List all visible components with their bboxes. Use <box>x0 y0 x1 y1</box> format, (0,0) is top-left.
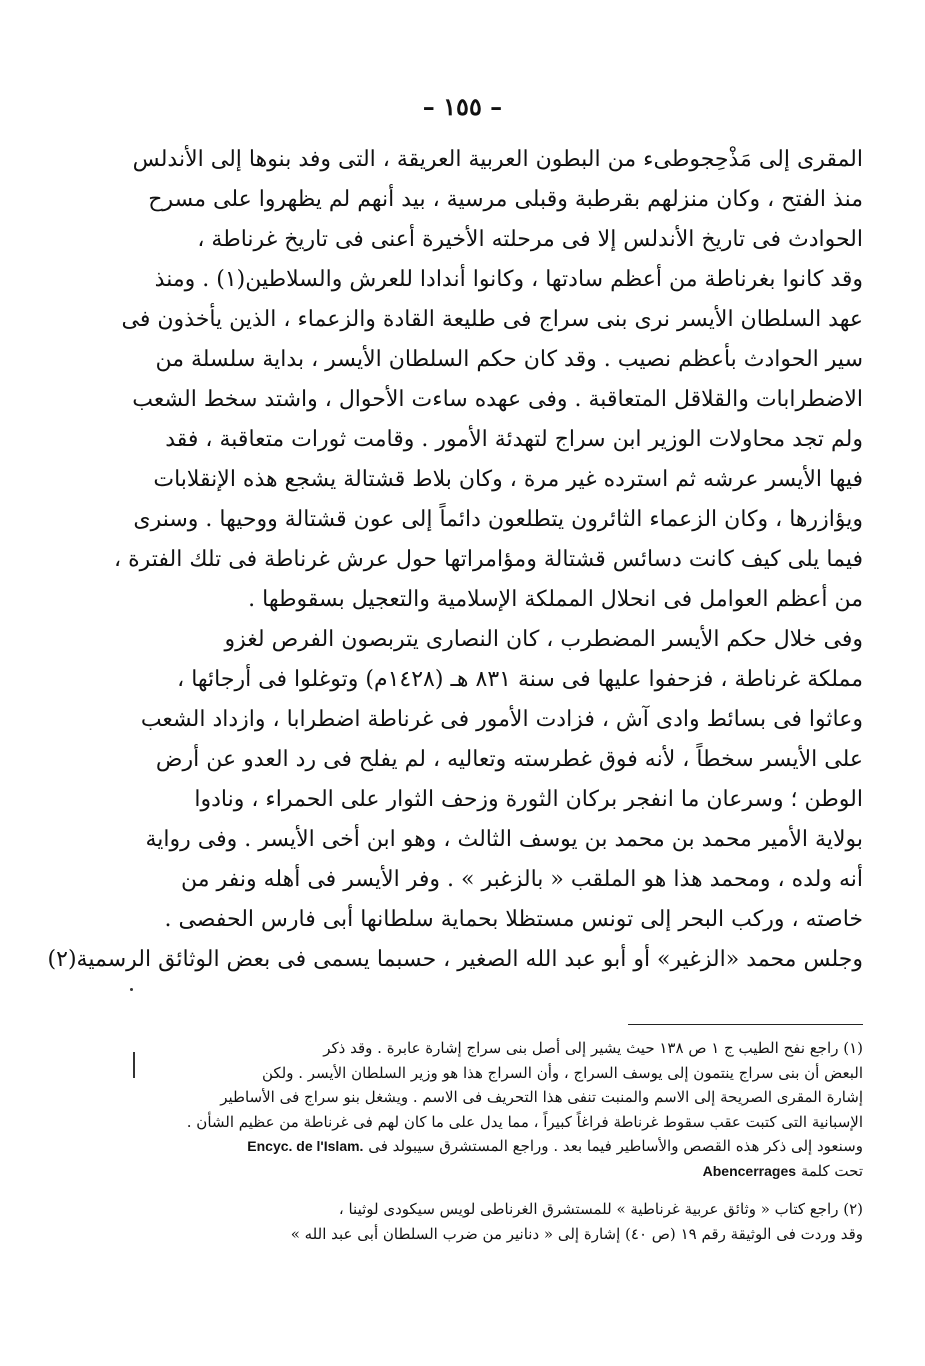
text-line: الحوادث فى تاريخ الأندلس إلا فى مرحلته الأخيرة أعنى فى تاريخ غرناطة ، <box>197 227 863 252</box>
text-line: فيما يلى كيف كانت دسائس قشتالة ومؤامراتها حول عرش غرناطة فى تلك الفترة ، <box>114 547 863 572</box>
footnote-line <box>150 1134 863 1159</box>
text-line: أنه ولده ، ومحمد هذا هو الملقب « بالزغبر » . وفر الأيسر فى أهله ونفر من <box>181 867 863 892</box>
footnote-line: وقد وردت فى الوثيقة رقم ١٩ (ص ٤٠) إشارة إلى « دنانير من ضرب السلطان أبى عبد الله » <box>290 1224 863 1243</box>
margin-dot <box>130 988 133 991</box>
footnotes <box>150 1036 863 1246</box>
text-line: منذ الفتح ، وكان منزلهم بقرطبة وقبلى مرسية ، بيد أنهم لم يظهروا على مسرح <box>148 187 863 212</box>
text-line: وجلس محمد «الزغير» أو أبو عبد الله الصغير ، حسبما يسمى فى بعض الوثائق الرسمية(٢) <box>47 947 863 972</box>
text-line: الاضطرابات والقلاقل المتعاقبة . وفى عهده ساءت الأحوال ، واشتد سخط الشعب <box>132 387 863 412</box>
footnote-text: تحت كلمة <box>800 1161 863 1180</box>
text-line: مملكة غرناطة ، فزحفوا عليها فى سنة ٨٣١ هـ (١٤٢٨م) وتوغلوا فى أرجائها ، <box>177 667 863 692</box>
text-line: عهد السلطان الأيسر نرى بنى سراج فى طليعة القادة والزعماء ، الذين يأخذون فى <box>121 307 863 332</box>
footnote-line: (١) راجع نفح الطيب ج ١ ص ١٣٨ حيث يشير إلى أصل بنى سراج إشارة عابرة . وقد ذكر <box>323 1039 863 1057</box>
text-line: على الأيسر سخطاً ، لأنه فوق غطرسته وتعاليه ، لم يفلح فى رد العدو عن أرض <box>155 747 863 772</box>
footnote-line <box>150 1159 863 1184</box>
text-line: الوطن ؛ وسرعان ما انفجر بركان الثورة وزحف الثوار على الحمراء ، ونادوا <box>194 787 863 812</box>
text-line: وعاثوا فى بسائط وادى آش ، فزادت الأمور فى غرناطة اضطرابا ، وازداد الشعب <box>140 707 863 732</box>
footnote-separator <box>628 1024 863 1025</box>
main-text <box>47 140 863 980</box>
footnote-line: الإسبانية التى كتبت عقب سقوط غرناطة فراغاً كبيراً ، مما يدل على ما كان لهم فى غرناطة من عظيم الشأن . <box>186 1112 863 1131</box>
footnote-line: البعض أن بنى سراج ينتمون إلى يوسف السراج ، وأن السراج هذا هو وزير السلطان الأيسر . ولكن <box>261 1063 863 1082</box>
text-line: بولاية الأمير محمد بن محمد بن يوسف الثالث ، وهو ابن أخى الأيسر . وفى رواية <box>145 827 863 852</box>
footnote-text: وسنعود إلى ذكر هذه القصص والأساطير فيما بعد . وراجع المستشرق سيبولد فى <box>368 1137 863 1155</box>
page-number: – ١٥٥ – <box>422 92 503 121</box>
text-line: من أعظم العوامل فى انحلال المملكة الإسلامية والتعجيل بسقوطها . <box>248 587 863 612</box>
margin-mark <box>133 1052 135 1078</box>
text-line: سير الحوادث بأعظم نصيب . وقد كان حكم السلطان الأيسر ، بداية سلسلة من <box>155 347 863 372</box>
footnote-line: إشارة المقرى الصريحة إلى الاسم والمنبت تنفى هذا التحريف فى الاسم . ويشغل بنو سراج فى الأساطير <box>220 1088 863 1106</box>
text-line: ولم تجد محاولات الوزير ابن سراج لتهدئة الأمور . وقامت ثورات متعاقبة ، فقد <box>165 427 863 452</box>
footnote-latin-term: Abencerrages <box>702 1162 797 1179</box>
text-line: وفى خلال حكم الأيسر المضطرب ، كان النصارى يتربصون الفرص لغزو <box>224 627 863 652</box>
text-line: ويؤازرها ، وكان الزعماء الثائرون يتطلعون دائماً إلى عون قشتالة ووحيها . وسنرى <box>133 507 863 532</box>
text-line: المقرى إلى مَذْحِجوطىء من البطون العربية العريقة ، التى وفد بنوها إلى الأندلس <box>132 147 863 172</box>
footnote-line: (٢) راجع كتاب « وثائق عربية غرناطية » للمستشرق الغرناطى لويس سيكودى لوثينا ، <box>338 1200 863 1218</box>
text-line: فيها الأيسر عرشه ثم استرده غير مرة ، وكان بلاط قشتالة يشجع هذه الإنقلابات <box>153 467 863 492</box>
footnote-latin-ref: Encyc. de l'Islam. <box>247 1138 364 1154</box>
text-line: خاصته ، وركب البحر إلى تونس مستظلا بحماية سلطانها أبى فارس الحفصى . <box>164 907 863 932</box>
text-line: وقد كانوا بغرناطة من أعظم سادتها ، وكانوا أندادا للعرش والسلاطين(١) . ومنذ <box>154 267 863 292</box>
